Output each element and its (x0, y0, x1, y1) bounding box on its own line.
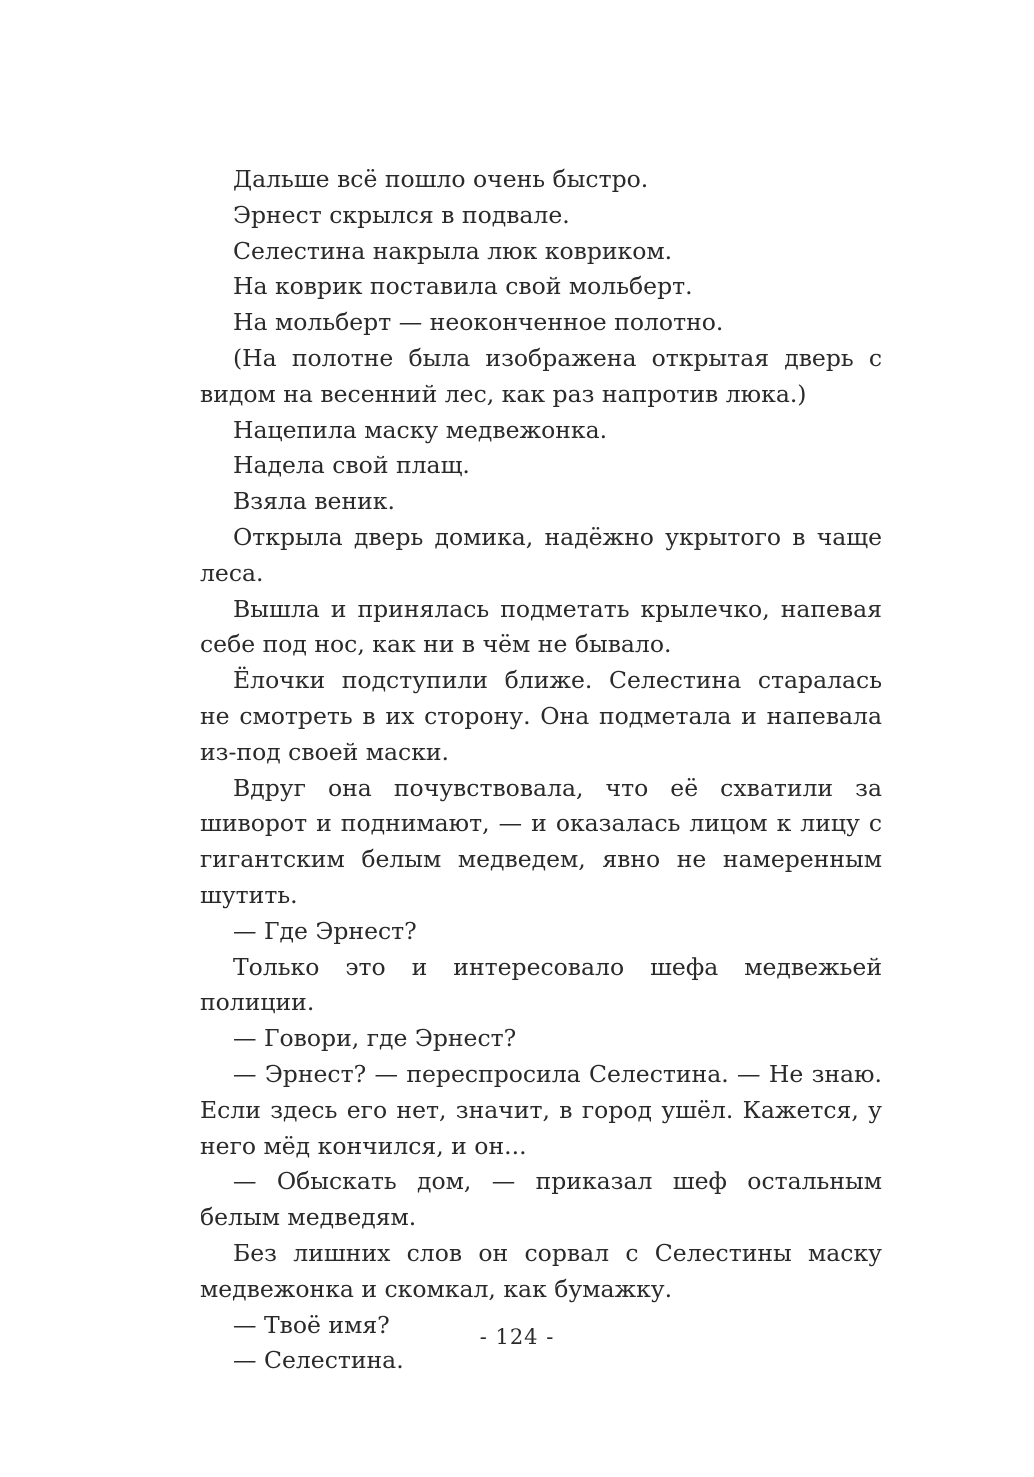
paragraph: Надела свой плащ. (233, 451, 470, 480)
page-text (200, 162, 882, 1379)
paragraph: На коврик поставила свой мольберт. (233, 272, 693, 301)
paragraph: — Твоё имя? (233, 1310, 390, 1339)
paragraph: — Селестина. (233, 1346, 404, 1375)
paragraph: Без лишних слов он сорвал с Селестины маску медвежонка и скомкал, как бумажку. (200, 1238, 882, 1303)
paragraph: Дальше всё пошло очень быстро. (233, 165, 649, 193)
paragraph: Открыла дверь домика, надёжно укрытого в чаще леса. (200, 522, 882, 587)
paragraph: На мольберт — неоконченное полотно. (233, 308, 724, 337)
paragraph: — Говори, где Эрнест? (233, 1024, 517, 1053)
paragraph: Селестина накрыла люк ковриком. (233, 236, 673, 265)
paragraph: Вдруг она почувствовала, что её схватили за шиворот и поднимают, — и оказалась лицом к лицу с гигантским белым медведем, явно не намеренным шутить. (200, 773, 882, 909)
paragraph: Только это и интересовало шефа медвежьей полиции. (200, 952, 882, 1017)
paragraph: Эрнест скрылся в подвале. (233, 200, 570, 229)
page-number: - 124 - (479, 1325, 555, 1349)
paragraph: Нацепила маску медвежонка. (233, 415, 608, 444)
paragraph: Ёлочки подступили ближе. Селестина старалась не смотреть в их сторону. Она подметала и напевала из-под своей маски. (200, 666, 882, 766)
paragraph: — Обыскать дом, — приказал шеф остальным белым медведям. (200, 1167, 882, 1232)
paragraph: — Эрнест? — переспросила Селестина. — Не знаю. Если здесь его нет, значит, в город ушёл. Кажется, у него мёд кончился, и он... (200, 1059, 882, 1160)
paragraph: — Где Эрнест? (233, 916, 417, 945)
paragraph: Взяла веник. (233, 487, 395, 516)
paragraph: Вышла и принялась подметать крылечко, напевая себе под нос, как ни в чём не бывало. (200, 594, 882, 659)
paragraph: (На полотне была изображена открытая дверь с видом на весенний лес, как раз напротив люка.) (200, 343, 882, 408)
